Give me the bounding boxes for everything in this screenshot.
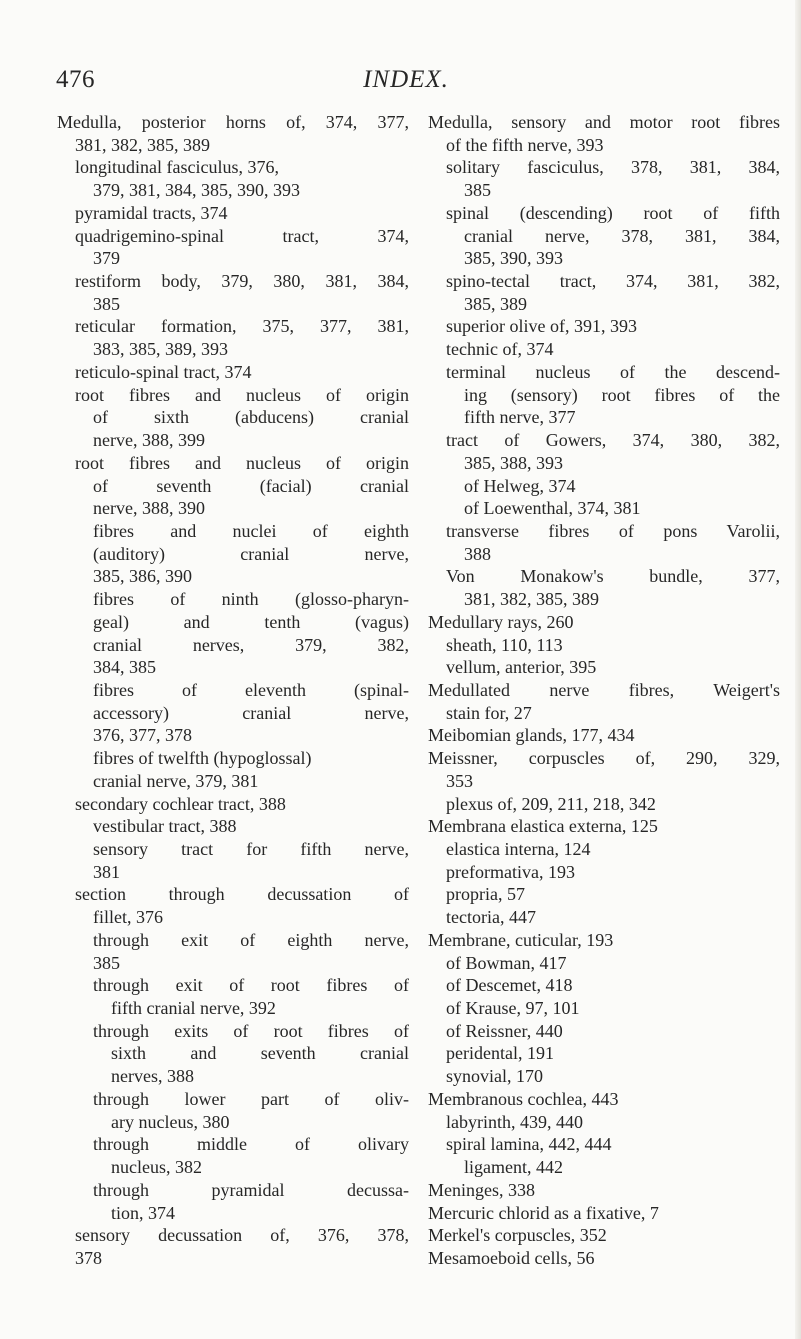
index-entry-line: fibres of twelfth (hypoglossal) — [93, 748, 312, 769]
index-entry-line: 385, 390, 393 — [464, 248, 563, 269]
index-entry-line: of Krause, 97, 101 — [446, 998, 580, 1019]
index-entry-line: geal) and tenth (vagus) — [93, 611, 409, 632]
index-entry-line: through lower part of oliv- — [93, 1088, 409, 1109]
page-header — [56, 66, 756, 100]
index-entry-line: 383, 385, 389, 393 — [93, 339, 228, 360]
index-entry-line: fibres and nuclei of eighth — [93, 520, 409, 541]
index-entry-line: elastica interna, 124 — [446, 839, 591, 859]
index-entry-line: ligament, 442 — [464, 1157, 563, 1178]
running-head: INDEX. — [363, 66, 449, 93]
index-entry-line: 378 — [75, 1247, 102, 1268]
index-entry-line: section through decussation of — [75, 884, 409, 905]
index-entry-line: of the fifth nerve, 393 — [446, 134, 604, 155]
index-entry-line: nerve, 388, 399 — [93, 430, 205, 451]
index-entry-line: cranial nerve, 379, 381 — [93, 770, 259, 791]
index-entry-line: ary nucleus, 380 — [111, 1111, 230, 1132]
index-entry-line: Merkel's corpuscles, 352 — [428, 1225, 607, 1246]
index-entry-line: Mesamoeboid cells, 56 — [428, 1247, 595, 1268]
index-entry-line: reticular formation, 375, 377, 381, — [75, 316, 409, 337]
index-entry-line: Membrane, cuticular, 193 — [428, 929, 614, 950]
index-entry-line: of Reissner, 440 — [446, 1020, 563, 1041]
index-entry-line: cranial nerve, 378, 381, 384, — [464, 225, 780, 246]
index-entry-line: of sixth (abducens) cranial — [93, 407, 409, 428]
index-entry-line: Meninges, 338 — [428, 1179, 535, 1200]
index-entry-line: cranial nerves, 379, 382, — [93, 634, 409, 655]
index-entry-line: synovial, 170 — [446, 1066, 543, 1087]
index-entry-line: accessory) cranial nerve, — [93, 702, 409, 723]
index-entry-line: of Loewenthal, 374, 381 — [464, 498, 641, 519]
index-entry-line: reticulo-spinal tract, 374 — [75, 361, 252, 382]
index-entry-line: through pyramidal decussa- — [93, 1179, 409, 1200]
index-entry-line: 385, 388, 393 — [464, 452, 563, 473]
index-entry-line: spinal (descending) root of fifth — [446, 202, 780, 223]
index-entry-line: fillet, 376 — [93, 907, 163, 928]
index-entry-line: tract of Gowers, 374, 380, 382, — [446, 430, 780, 451]
index-entry-line: 381, 382, 385, 389 — [75, 134, 210, 155]
index-entry-line: of Helweg, 374 — [464, 475, 576, 496]
index-entry-line: (auditory) cranial nerve, — [93, 543, 409, 564]
index-entry-line: tectoria, 447 — [446, 907, 536, 928]
index-entry-line: Medulla, posterior horns of, 374, 377, — [57, 112, 409, 132]
index-entry-line: vellum, anterior, 395 — [446, 657, 597, 678]
index-entry-line: 385, 386, 390 — [93, 566, 192, 587]
index-entry-line: secondary cochlear tract, 388 — [75, 793, 286, 814]
index-entry-line: Meissner, corpuscles of, 290, 329, — [428, 748, 780, 769]
index-entry-line: 385, 389 — [464, 293, 527, 314]
index-entry-line: preformativa, 193 — [446, 861, 575, 882]
index-entry-line: nerve, 388, 390 — [93, 498, 205, 519]
index-entry-line: of seventh (facial) cranial — [93, 475, 409, 496]
index-entry-line: 385 — [93, 293, 120, 314]
index-entry-line: 376, 377, 378 — [93, 725, 192, 746]
index-entry-line: of Bowman, 417 — [446, 952, 567, 973]
index-entry-line: technic of, 374 — [446, 339, 554, 360]
index-entry-line: sensory tract for fifth nerve, — [93, 839, 409, 859]
index-entry-line: 381, 382, 385, 389 — [464, 589, 599, 610]
index-entry-line: 353 — [446, 770, 473, 791]
index-entry-line: fifth cranial nerve, 392 — [111, 998, 276, 1019]
index-entry-line: peridental, 191 — [446, 1043, 554, 1064]
index-entry-line: pyramidal tracts, 374 — [75, 202, 228, 223]
index-entry-line: plexus of, 209, 211, 218, 342 — [446, 793, 656, 814]
index-entry-line: sensory decussation of, 376, 378, — [75, 1225, 409, 1246]
index-entry-line: superior olive of, 391, 393 — [446, 316, 637, 337]
index-entry-line: spino-tectal tract, 374, 381, 382, — [446, 271, 780, 292]
index-entry-line: longitudinal fasciculus, 376, — [75, 157, 279, 178]
index-entry-line: Medullary rays, 260 — [428, 611, 574, 632]
index-entry-line: through middle of olivary — [93, 1134, 409, 1155]
index-entry-line: Von Monakow's bundle, 377, — [446, 566, 780, 587]
index-entry-line: Medulla, sensory and motor root fibres — [428, 112, 780, 132]
index-entry-line: fifth nerve, 377 — [464, 407, 576, 428]
index-entry-line: through exits of root fibres of — [93, 1020, 409, 1041]
index-entry-line: nucleus, 382 — [111, 1157, 202, 1178]
index-entry-line: terminal nucleus of the descend- — [446, 361, 780, 382]
index-entry-line: Membrana elastica externa, 125 — [428, 816, 658, 837]
index-entry-line: root fibres and nucleus of origin — [75, 384, 409, 405]
index-entry-line: fibres of ninth (glosso-pharyn- — [93, 589, 409, 610]
index-entry-line: ing (sensory) root fibres of the — [464, 384, 780, 405]
index-entry-line: restiform body, 379, 380, 381, 384, — [75, 271, 409, 292]
index-entry-line: 384, 385 — [93, 657, 156, 678]
index-entry-line: propria, 57 — [446, 884, 525, 905]
index-entry-line: stain for, 27 — [446, 702, 532, 723]
index-entry-line: labyrinth, 439, 440 — [446, 1111, 583, 1132]
index-column-left — [57, 111, 409, 1270]
index-entry-line: 379, 381, 384, 385, 390, 393 — [93, 180, 300, 201]
index-entry-line: 385 — [93, 952, 120, 973]
index-entry-line: solitary fasciculus, 378, 381, 384, — [446, 157, 780, 178]
page-spine-shadow — [795, 0, 801, 1339]
index-entry-line: fibres of eleventh (spinal- — [93, 679, 409, 700]
index-entry-line: 385 — [464, 180, 491, 201]
index-entry-line: nerves, 388 — [111, 1066, 194, 1087]
index-entry-line: through exit of eighth nerve, — [93, 929, 409, 950]
index-entry-line: quadrigemino-spinal tract, 374, — [75, 225, 409, 246]
index-entry-line: 379 — [93, 248, 120, 269]
index-entry-line: through exit of root fibres of — [93, 975, 409, 996]
index-entry-line: 381 — [93, 861, 120, 882]
index-column-right — [428, 111, 780, 1270]
index-entry-line: Mercuric chlorid as a fixative, 7 — [428, 1202, 659, 1223]
index-entry-line: vestibular tract, 388 — [93, 816, 237, 837]
index-entry-line: transverse fibres of pons Varolii, — [446, 520, 780, 541]
index-entry-line: root fibres and nucleus of origin — [75, 452, 409, 473]
index-entry-line: 388 — [464, 543, 491, 564]
index-entry-line: of Descemet, 418 — [446, 975, 573, 996]
index-entry-line: sixth and seventh cranial — [111, 1043, 409, 1064]
index-entry-line: spiral lamina, 442, 444 — [446, 1134, 612, 1155]
index-entry-line: Medullated nerve fibres, Weigert's — [428, 679, 780, 700]
index-entry-line: tion, 374 — [111, 1202, 176, 1223]
page-number: 476 — [56, 66, 95, 93]
index-entry-line: sheath, 110, 113 — [446, 634, 563, 655]
index-entry-line: Meibomian glands, 177, 434 — [428, 725, 635, 746]
index-entry-line: Membranous cochlea, 443 — [428, 1088, 619, 1109]
